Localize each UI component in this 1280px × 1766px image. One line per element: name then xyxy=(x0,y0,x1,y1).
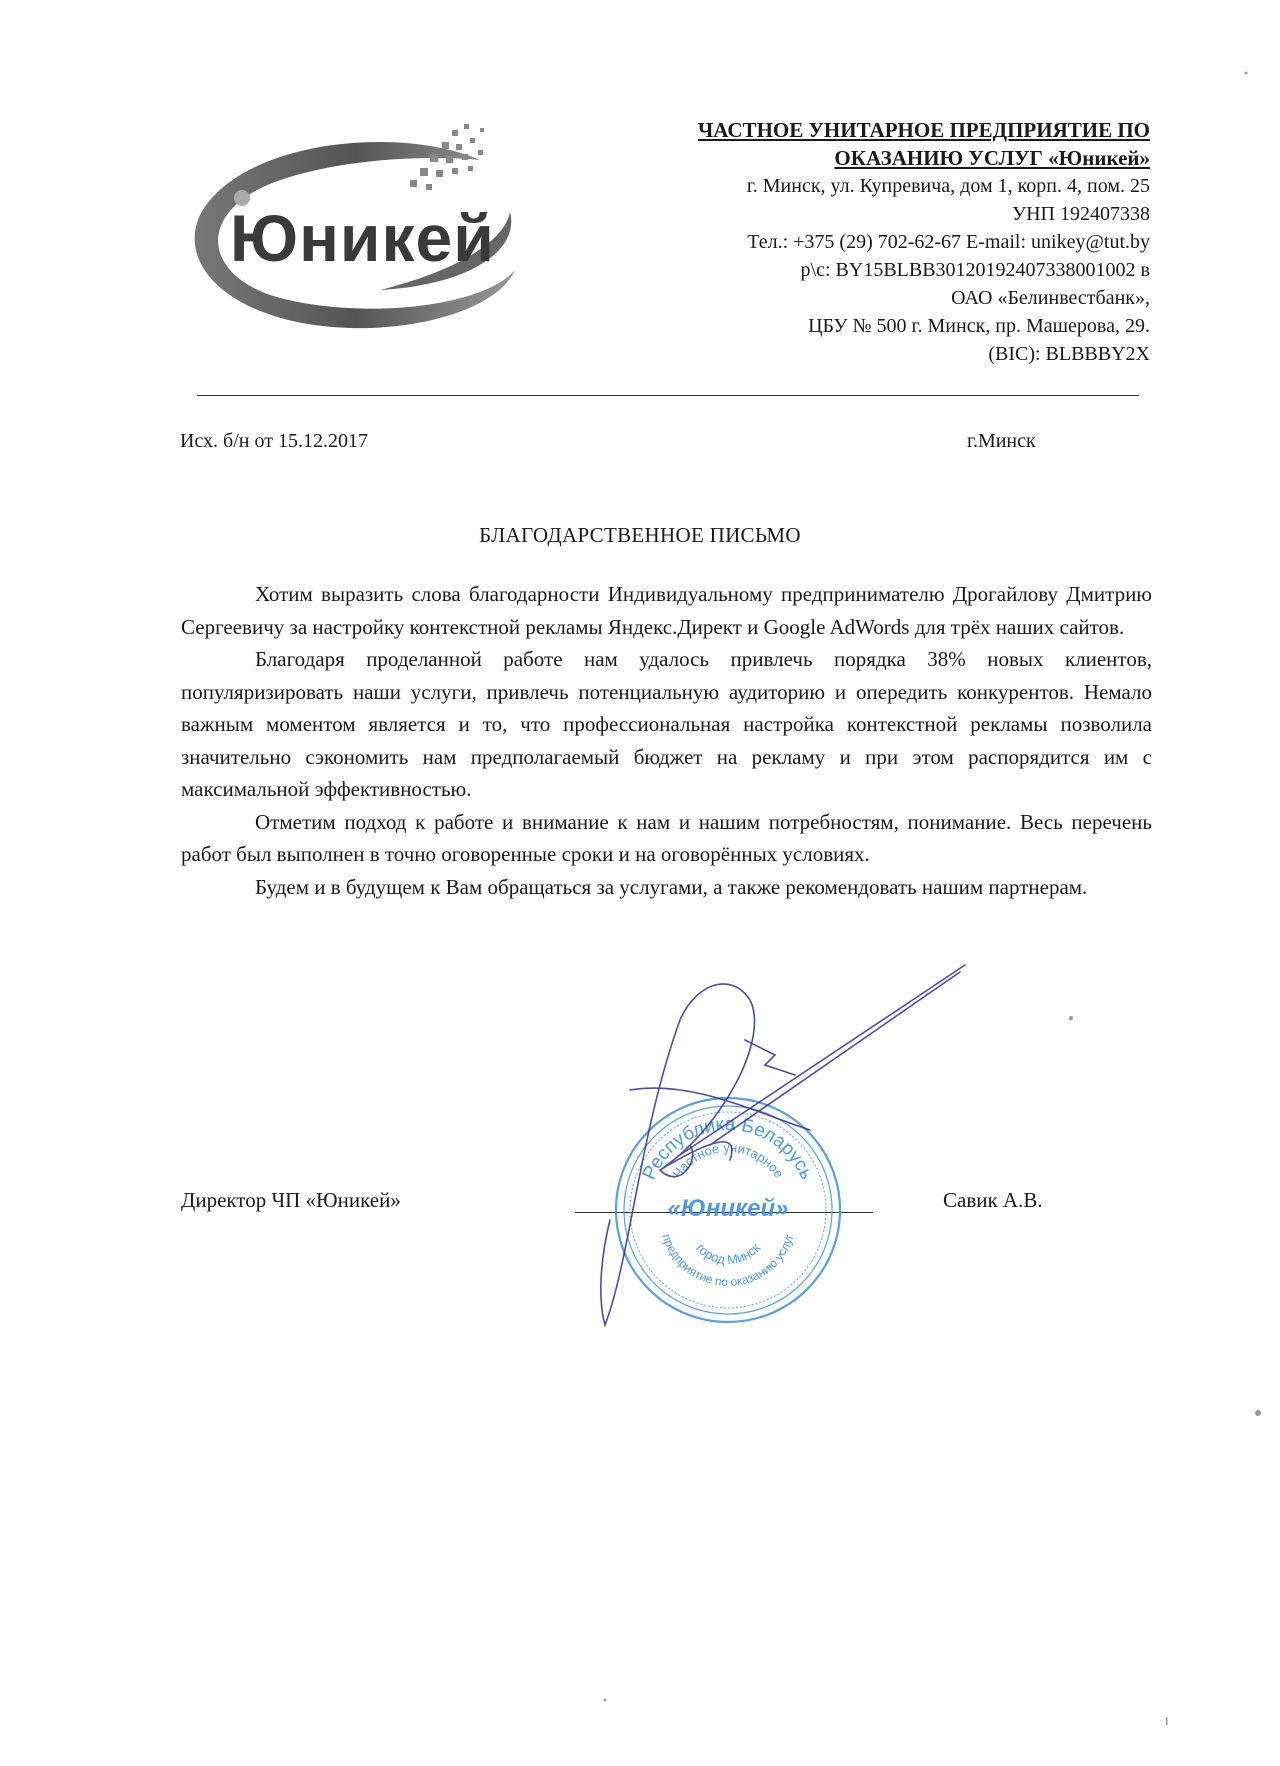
outgoing-ref: Исх. б/н от 15.12.2017 xyxy=(180,430,368,452)
org-account: р\с: BY15BLBB30120192407338001002 в xyxy=(800,259,1150,281)
city: г.Минск xyxy=(967,430,1036,452)
paragraph: Отметим подход к работе и внимание к нам и нашим потребностям, понимание. Весь перечень работ был выполнен в точно оговоренные сроки и на оговорённых условиях. xyxy=(181,809,1152,866)
org-cbu: ЦБУ № 500 г. Минск, пр. Машерова, 29. xyxy=(808,315,1150,337)
org-name-line1: ЧАСТНОЕ УНИТАРНОЕ ПРЕДПРИЯТИЕ ПО xyxy=(697,118,1150,142)
stamp-city: город Минск xyxy=(693,1240,763,1268)
paragraph: Благодаря проделанной работе нам удалось привлечь порядка 38% новых клиентов, популяризировать наши услуги, привлечь потенциальную аудиторию и опередить конкурентов. Немало важным моментом является и то, что профессиональная настройка контекстной рекламы позволила значительно сэкономить нам предполагаемый бюджет на рекламу и при этом распорядится им с максимальной эффективностью. xyxy=(181,647,1152,801)
stamp-inner-arc: Частное унитарное xyxy=(669,1139,787,1181)
org-contacts: Тел.: +375 (29) 702-62-67 E-mail: unikey@tut.by xyxy=(747,231,1150,253)
header-divider xyxy=(197,395,1139,396)
company-logo xyxy=(180,120,540,360)
letter-title: БЛАГОДАРСТВЕННОЕ ПИСЬМО xyxy=(479,523,801,547)
org-details xyxy=(530,116,1150,368)
org-unp: УНП 192407338 xyxy=(1011,203,1150,225)
paragraph: Хотим выразить слова благодарности Индивидуальному предпринимателю Дрогайлову Дмитрию Сергеевичу за настройку контекстной рекламы Яндекс.Директ и Google AdWords для трёх наших сайтов. xyxy=(181,582,1152,639)
org-bic: (BIC): BLBBBY2X xyxy=(988,343,1150,365)
handwritten-signature xyxy=(570,960,990,1360)
paragraph: Будем и в будущем к Вам обращаться за услугами, а также рекомендовать нашим партнерам. xyxy=(255,874,1088,899)
org-bank: ОАО «Белинвестбанк», xyxy=(951,287,1150,309)
logo-wordmark: Юникей xyxy=(230,201,495,275)
org-name-line2: ОКАЗАНИЮ УСЛУГ «Юникей» xyxy=(834,146,1150,170)
letter-body xyxy=(181,578,1152,903)
signer-position: Директор ЧП «Юникей» xyxy=(181,1188,401,1212)
org-address: г. Минск, ул. Купревича, дом 1, корп. 4, пом. 25 xyxy=(746,175,1150,197)
signer-name: Савик А.В. xyxy=(943,1188,1043,1212)
stamp-bottom-arc: предприятие по оказанию услуг xyxy=(659,1232,797,1290)
stamp-center: «Юникей» xyxy=(667,1195,789,1222)
stamp-top-arc: Республика Беларусь xyxy=(638,1113,818,1184)
